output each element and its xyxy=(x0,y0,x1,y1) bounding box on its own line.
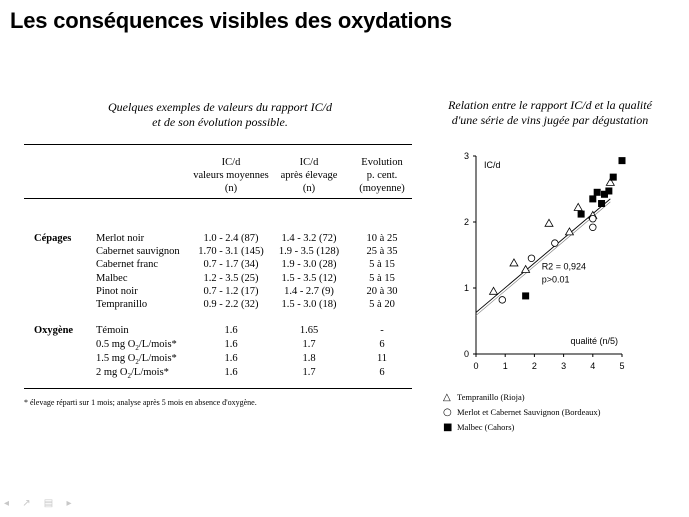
legend-item xyxy=(443,392,525,403)
cepage-after: 1.9 - 3.5 (128) xyxy=(278,246,340,258)
cepage-mean: 0.7 - 1.2 (17) xyxy=(203,285,259,297)
pen-icon[interactable]: ↗ xyxy=(22,498,31,509)
tempranillo-point xyxy=(545,219,553,226)
column-header-after xyxy=(266,156,352,195)
oxygen-after: 1.8 xyxy=(302,353,316,364)
col1-line1: IC/d xyxy=(221,157,241,168)
col1-line2: valeurs moyennes xyxy=(193,170,269,181)
cepage-after: 1.9 - 3.0 (28) xyxy=(281,259,337,271)
cepage-evolution: 5 à 15 xyxy=(369,272,395,284)
x-tick-label: 3 xyxy=(561,361,567,371)
cepage-after: 1.4 - 2.7 (9) xyxy=(284,285,334,297)
oxygen-after: 1.7 xyxy=(302,367,316,378)
bordeaux-point xyxy=(590,215,597,222)
malbec-point xyxy=(605,187,612,194)
malbec-point xyxy=(522,292,529,299)
col3-line3: (moyenne) xyxy=(359,183,405,194)
x-tick-label: 4 xyxy=(590,361,596,371)
col2-line1: IC/d xyxy=(299,157,319,168)
chart-caption xyxy=(430,98,670,128)
oxygen-mean: 1.6 xyxy=(224,367,238,378)
square-marker-icon: ■ xyxy=(443,422,453,433)
x-tick-label: 5 xyxy=(619,361,625,371)
malbec-point xyxy=(619,157,626,164)
malbec-point xyxy=(589,195,596,202)
cepage-evolution: 5 à 15 xyxy=(369,259,395,271)
cepage-evolution: 25 à 35 xyxy=(366,246,398,258)
legend-label: Malbec (Cahors) xyxy=(457,422,515,432)
legend-label: Merlot et Cabernet Sauvignon (Bordeaux) xyxy=(457,407,601,417)
menu-icon[interactable]: ▤ xyxy=(43,498,54,509)
oxygen-evolution: 11 xyxy=(376,353,388,364)
cepage-name: Tempranillo xyxy=(96,299,148,310)
y-tick-label: 2 xyxy=(463,217,469,227)
column-header-mean xyxy=(186,156,276,195)
oxygen-after: 1.7 xyxy=(302,339,316,350)
cepage-mean: 0.9 - 2.2 (32) xyxy=(203,299,259,310)
slide-nav-toolbar xyxy=(4,498,81,509)
table-caption xyxy=(20,100,420,130)
chart-axes xyxy=(464,151,625,371)
col2-line2: après élevage xyxy=(280,170,338,181)
group-label-cepages: Cépages xyxy=(34,233,72,244)
oxygen-mean: 1.6 xyxy=(224,339,238,350)
y-tick-label: 0 xyxy=(463,349,469,359)
oxygen-treatment: 0.5 mg $O_2/L/mois*$ xyxy=(96,339,177,353)
y-axis-title: IC/d xyxy=(484,160,501,170)
x-tick-label: 1 xyxy=(502,361,508,371)
column-header-evolution xyxy=(346,156,418,195)
cepage-mean: 0.7 - 1.7 (34) xyxy=(203,259,259,271)
x-tick-label: 2 xyxy=(531,361,537,371)
oxygen-after: 1.65 xyxy=(299,325,319,336)
bordeaux-point xyxy=(499,297,506,304)
malbec-point xyxy=(578,211,585,218)
table-top-rule xyxy=(24,144,412,145)
col2-line3: (n) xyxy=(302,183,316,194)
tempranillo-point xyxy=(522,266,530,273)
oxygen-mean: 1.6 xyxy=(224,325,238,336)
cepage-mean: 1.0 - 2.4 (87) xyxy=(203,233,259,244)
bordeaux-point xyxy=(528,255,535,262)
cepage-evolution: 10 à 25 xyxy=(366,233,398,244)
legend-item xyxy=(443,407,601,418)
oxygen-evolution: 6 xyxy=(379,339,385,350)
group-label-oxygene: Oxygène xyxy=(34,325,74,336)
cepage-after: 1.4 - 3.2 (72) xyxy=(281,233,337,244)
cepage-name: Cabernet franc xyxy=(96,259,159,271)
malbec-point xyxy=(598,200,605,207)
y-tick-label: 3 xyxy=(463,151,469,161)
tempranillo-point xyxy=(510,259,518,266)
cepage-after: 1.5 - 3.5 (12) xyxy=(281,272,337,284)
cepage-evolution: 20 à 30 xyxy=(366,285,398,297)
chart-caption-line-1: Relation entre le rapport IC/d et la qualité xyxy=(448,98,652,112)
table-caption-line-1: Quelques exemples de valeurs du rapport IC/d xyxy=(108,100,332,114)
cepage-mean: 1.2 - 3.5 (25) xyxy=(203,272,259,284)
table-footnote: * élevage réparti sur 1 mois; analyse après 5 mois en absence d'oxygène. xyxy=(24,398,257,407)
table-header-rule xyxy=(24,198,412,199)
cepage-name: Pinot noir xyxy=(96,285,138,297)
triangle-marker-icon: △ xyxy=(443,392,451,403)
previous-slide-icon[interactable]: ◂ xyxy=(4,498,10,509)
oxygen-treatment: 2 mg $O_2/L/mois*$ xyxy=(96,367,169,381)
oxygen-evolution: 6 xyxy=(379,367,385,378)
cepage-after: 1.5 - 3.0 (18) xyxy=(281,299,337,310)
tempranillo-point xyxy=(490,287,498,294)
legend-label: Tempranillo (Rioja) xyxy=(457,392,525,402)
oxygen-treatment: Témoin xyxy=(96,325,129,336)
slide-title: Les conséquences visibles des oxydations xyxy=(10,8,452,33)
table-caption-line-2: et de son évolution possible. xyxy=(152,115,288,129)
oxygen-mean: 1.6 xyxy=(224,353,238,364)
bordeaux-point xyxy=(590,224,597,231)
chart-caption-line-2: d'une série de vins jugée par dégustation xyxy=(451,113,649,127)
cepage-evolution: 5 à 20 xyxy=(369,299,395,310)
y-tick-label: 1 xyxy=(463,283,469,293)
cepage-mean: 1.70 - 3.1 (145) xyxy=(198,246,264,258)
table-bottom-rule xyxy=(24,388,412,389)
x-tick-label: 0 xyxy=(473,361,479,371)
r2-annotation: R2 = 0,924 xyxy=(541,261,586,272)
malbec-point xyxy=(594,189,601,196)
next-slide-icon[interactable]: ▸ xyxy=(66,498,72,509)
col3-line2: p. cent. xyxy=(366,170,398,181)
p-value-annotation: p>0.01 xyxy=(541,274,570,285)
circle-marker-icon: ○ xyxy=(443,407,452,418)
col3-line1: Evolution xyxy=(361,157,403,168)
oxygen-treatment: 1.5 mg $O_2/L/mois*$ xyxy=(96,353,177,367)
cepage-name: Merlot noir xyxy=(96,233,145,244)
chart-marks xyxy=(476,157,626,315)
cepage-name: Cabernet sauvignon xyxy=(96,246,180,258)
col1-line3: (n) xyxy=(224,183,238,194)
x-axis-title: qualité (n/5) xyxy=(570,336,618,346)
oxygen-evolution: - xyxy=(380,325,384,336)
scatter-chart xyxy=(440,148,640,378)
tempranillo-point xyxy=(574,203,582,210)
bordeaux-point xyxy=(552,240,559,247)
malbec-point xyxy=(610,174,617,181)
cepage-name: Malbec xyxy=(96,272,128,284)
legend-item xyxy=(443,422,514,433)
